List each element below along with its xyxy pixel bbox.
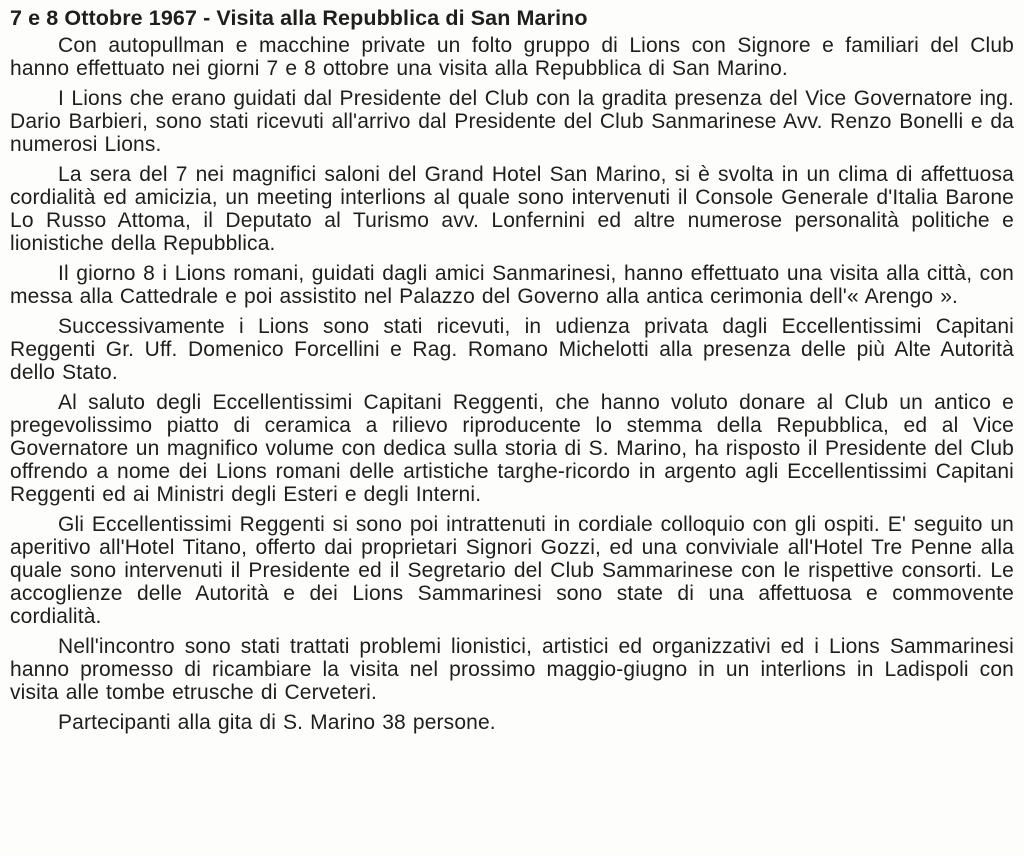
paragraph-participants: Partecipanti alla gita di S. Marino 38 persone. <box>58 711 496 734</box>
paragraph-city-visit: Il giorno 8 i Lions romani, guidati dagli amici Sanmarinesi, hanno effettuato una visita alla città, con messa alla Cattedrale e poi assistito nel Palazzo del Governo alla antica cerimonia dell'« Arengo ». <box>10 262 1014 308</box>
paragraph-future-plans: Nell'incontro sono stati trattati problemi lionistici, artistici ed organizzativi ed i Lions Sammarinesi hanno promesso di ricambiare la visita nel prossimo maggio-giugno in un interlions in Ladispoli con visita alle tombe etrusche di Cerveteri. <box>10 635 1014 704</box>
paragraph-private-audience: Successivamente i Lions sono stati ricevuti, in udienza privata dagli Eccellentissimi Capitani Reggenti Gr. Uff. Domenico Forcellini e Rag. Romano Michelotti alla presenza delle più Alte Autorità dello Stato. <box>10 315 1014 384</box>
article-title: 7 e 8 Ottobre 1967 - Visita alla Repubblica di San Marino <box>10 6 588 30</box>
paragraph-evening-meeting: La sera del 7 nei magnifici saloni del Grand Hotel San Marino, si è svolta in un clima di affettuosa cordialità ed amicizia, un meeting interlions al quale sono intervenuti il Console Generale d'Italia Barone Lo Russo Attoma, il Deputato al Turismo avv. Lonfernini ed altre numerose personalità politiche e lionistiche della Repubblica. <box>10 163 1014 255</box>
paragraph-aperitif-dinner: Gli Eccellentissimi Reggenti si sono poi intrattenuti in cordiale colloquio con gli ospiti. E' seguito un aperitivo all'Hotel Titano, offerto dai proprietari Signori Gozzi, ed una conviviale all'Hotel Tre Penne alla quale sono intervenuti il Presidente ed il Segretario del Club Sammarinese con le rispettive consorti. Le accoglienze delle Autorità e dei Lions Sammarinesi sono state di una affettuosa e commovente cordialità. <box>10 513 1014 628</box>
paragraph-gift-exchange: Al saluto degli Eccellentissimi Capitani Reggenti, che hanno voluto donare al Club un antico e pregevolissimo piatto di ceramica a rilievo riproducente lo stemma della Repubblica, ed al Vice Governatore un magnifico volume con dedica sulla storia di S. Marino, ha risposto il Presidente del Club offrendo a nome dei Lions romani delle artistiche targhe-ricordo in argento agli Eccellentissimi Capitani Reggenti ed ai Ministri degli Esteri e degli Interni. <box>10 391 1014 506</box>
paragraph-trip-overview: Con autopullman e macchine private un folto gruppo di Lions con Signore e familiari del Club hanno effettuato nei giorni 7 e 8 ottobre una visita alla Repubblica di San Marino. <box>10 34 1014 80</box>
paragraph-arrival-reception: I Lions che erano guidati dal Presidente del Club con la gradita presenza del Vice Governatore ing. Dario Barbieri, sono stati ricevuti all'arrivo dal Presidente del Club Sanmarinese Avv. Renzo Bonelli e da numerosi Lions. <box>10 87 1014 156</box>
article-body <box>10 34 1014 734</box>
